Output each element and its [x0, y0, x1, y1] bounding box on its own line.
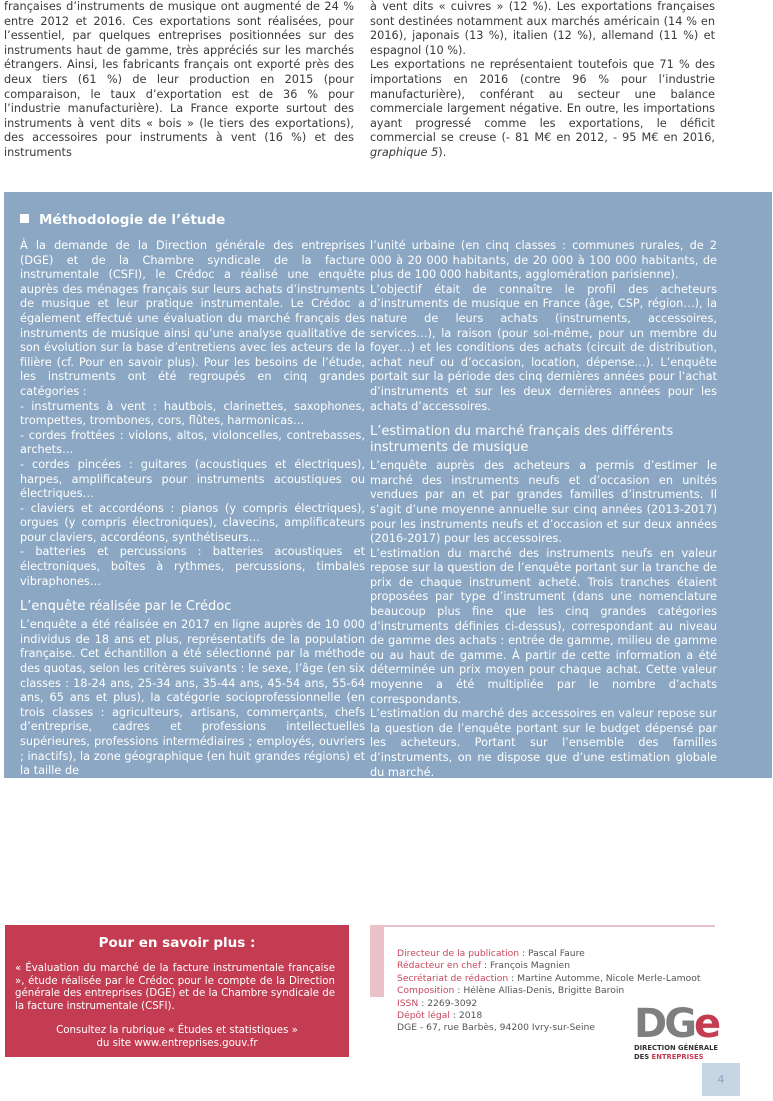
learn-more-title: Pour en savoir plus : — [98, 935, 256, 951]
dge-logo — [634, 1001, 734, 1070]
reference-text: « Évaluation du marché de la facture instrumentale française », étude réalisée par le Crédoc pour le compte de la Direction générale des entreprises (DGE) et de la Chambre syndicale de la facture instrumentale (CSFI). — [15, 963, 335, 1012]
square-bullet-icon — [20, 214, 29, 223]
graph-reference: graphique 5 — [370, 145, 439, 159]
paragraph: L’objectif était de connaître le profil des acheteurs d’instruments de musique en France (âge, CSP, région…), la nature de leurs achats (instruments, accessoires, services…), la raison (pour soi-même, pour un membre du foyer…) et les conditions des achats (circuit de distribution, achat neuf ou d’occasion, location, dépense…). L’enquête portait sur la période des cinq dernières années pour l’achat d’instruments et sur les deux dernières années pour les achats d’accessoires. — [370, 282, 717, 413]
intro-column-right — [370, 0, 715, 161]
website-link[interactable]: du site www.entreprises.gouv.fr — [96, 1037, 258, 1049]
colophon-accent-bar — [370, 925, 384, 997]
paragraph: À la demande de la Direction générale des entreprises (DGE) et de la Chambre syndicale de la facture instrumentale (CSFI), le Crédoc a réalisé une enquête auprès des ménages français sur leurs achats d’instruments de musique et leur pratique instrumentale. Le Crédoc a également effectué une évaluation du marché français des instruments de musique ainsi qu’une analyse qualitative de son évolution sur la base d’entretiens avec les acteurs de la filière (cf. Pour en savoir plus). Pour les besoins de l’étude, les instruments ont été regroupés en cinq grandes catégories : — [20, 239, 365, 398]
list-item: - cordes pincées : guitares (acoustiques et électriques), harpes, amplificateurs pour instruments acoustiques ou électriques… — [20, 457, 365, 501]
colophon-line: Dépôt légal : 2018 — [397, 1010, 483, 1022]
list-item: - batteries et percussions : batteries acoustiques et électroniques, boîtes à rythmes, percussions, timbales vibraphones… — [20, 545, 365, 588]
methodology-title: Méthodologie de l’étude — [20, 212, 225, 228]
subsection-title: L’estimation du marché français des différents instruments de musique — [370, 424, 674, 456]
logo-mark: DGe — [634, 1001, 719, 1047]
colophon-line: Secrétariat de rédaction : Martine Automme, Nicole Merle-Lamoot — [397, 972, 701, 984]
methodology-box — [4, 192, 772, 778]
paragraph: L’enquête auprès des acheteurs a permis d’estimer le marché des instruments neufs et d’occasion en unités vendues par an et par grandes familles d’instruments. Il s’agit d’une moyenne annuelle sur cinq années (2013-2017) pour les instruments neufs et d’occasion et sur deux années (2016-2017) pour les accessoires. — [370, 459, 717, 546]
methodology-column-left — [20, 239, 365, 779]
consult-text: Consultez la rubrique « Études et statistiques » du site www.entreprises.gouv.fr — [56, 1025, 298, 1049]
list-item: - claviers et accordéons : pianos (y compris électriques), orgues (y compris électroniques), clavecins, amplificateurs pour claviers, accordéons, synthétiseurs… — [20, 501, 365, 544]
intro-column-left — [4, 0, 354, 161]
list-item: - cordes frottées : violons, altos, violoncelles, contrebasses, archets… — [20, 428, 365, 457]
paragraph: françaises d’instruments de musique ont augmenté de 24 % entre 2012 et 2016. Ces exportations sont réalisées, pour l’essentiel, par quelques entreprises positionnées sur des instruments haut de gamme, très appréciés sur les marchés étrangers. Ainsi, les fabricants français ont exporté près des deux tiers (61 %) de leur production en 2015 (pour comparaison, le taux d’exportation est de 36 % pour l’industrie manufacturière). La France exporte surtout des instruments à vent dits « bois » (le tiers des exportations), des accessoires pour instruments à vent (16 %) et des instruments — [4, 0, 354, 159]
colophon-line: ISSN : 2269-3092 — [397, 997, 478, 1009]
paragraph: à vent dits « cuivres » (12 %). Les exportations françaises sont destinées notamment aux marchés américain (14 % en 2016), japonais (13 %), italien (12 %), allemand (11 %) et espagnol (10 %). — [370, 0, 715, 57]
learn-more-box — [5, 925, 349, 1057]
colophon-line: Composition : Hélène Allias-Denis, Brigitte Baroin — [397, 985, 625, 997]
colophon-rule — [370, 925, 715, 927]
address: DGE - 67, rue Barbès, 94200 Ivry-sur-Seine — [397, 1022, 595, 1034]
paragraph: L’estimation du marché des instruments neufs en valeur repose sur la question de l’enquête portant sur la tranche de prix de chaque instrument acheté. Trois tranches étaient proposées par type d’instrument (dans une nomenclature beaucoup plus fine que les cinq grandes catégories d’instruments définies ci-dessus), correspondant au niveau de gamme des achats : entrée de gamme, milieu de gamme ou au haut de gamme. À partir de cette information a été déterminée un prix moyen pour chaque achat. Cette valeur moyenne a été multipliée par le nombre d’achats correspondants. — [370, 546, 717, 706]
colophon-line: Rédacteur en chef : François Magnien — [397, 960, 571, 972]
page-number: 4 — [702, 1063, 740, 1096]
paragraph: l’unité urbaine (en cinq classes : communes rurales, de 2 000 à 20 000 habitants, de 20 000 à 100 000 habitants, de plus de 100 000 habitants, agglomération parisienne). — [370, 239, 717, 282]
colophon-line: Directeur de la publication : Pascal Faure — [397, 948, 585, 959]
subsection-title: L’enquête réalisée par le Crédoc — [20, 599, 232, 615]
paragraph: L’enquête a été réalisée en 2017 en ligne auprès de 10 000 individus de 18 ans et plus, représentatifs de la population française. Cet échantillon a été sélectionné par la méthode des quotas, selon les critères suivants : le sexe, l’âge (en six classes : 18-24 ans, 25-34 ans, 35-44 ans, 45-54 ans, 55-64 ans, 65 ans et plus), la catégorie socioprofessionnelle (en trois classes : agriculteurs, artisans, commerçants, chefs d’entreprise, cadres et professions intellectuelles supérieures, professions intermédiaires ; employés, ouvriers ; inactifs), la zone géographique (en huit grandes régions) et la taille de — [20, 618, 365, 778]
paragraph: L’estimation du marché des accessoires en valeur repose sur la question de l’enquête portant sur le budget dépensé par les acheteurs. Portant sur l’ensemble des familles d’instruments, on ne dispose que d’une estimation globale du marché. — [370, 707, 717, 779]
logo-text: DIRECTION GÉNÉRALE DES ENTREPRISES — [634, 1044, 719, 1061]
paragraph: Les exportations ne représentaient toutefois que 71 % des importations en 2016 (contre 96 % pour l’industrie manufacturière), conférant au secteur une balance commerciale largement négative. En outre, les importations ayant progressé comme les exportations, le déficit commercial se creuse (- 81 M€ en 2012, - 95 M€ en 2016, graphique 5). — [370, 58, 715, 159]
methodology-column-right — [370, 239, 717, 780]
list-item: - instruments à vent : hautbois, clarinettes, saxophones, trompettes, trombones, cors, flûtes, harmonicas… — [20, 399, 365, 428]
